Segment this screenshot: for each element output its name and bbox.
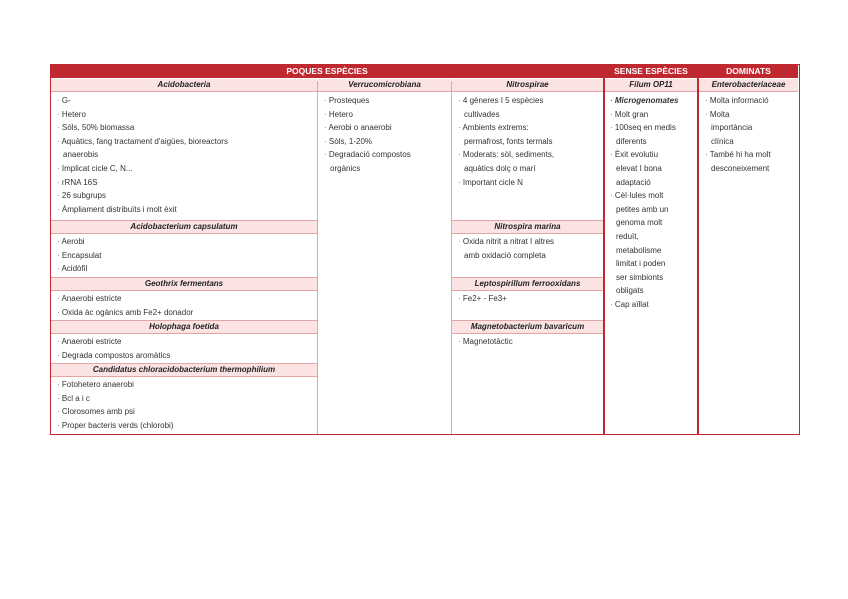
list-item: · També hi ha molt bbox=[705, 148, 771, 162]
list-item: · Oxida nitrit a nitrat I altres bbox=[458, 235, 554, 249]
list-item: orgànics bbox=[330, 163, 361, 173]
list-item: · Oxida àc ogànics amb Fe2+ donador bbox=[57, 306, 193, 320]
species-table bbox=[50, 64, 800, 435]
list-item: · Ambients extrems: bbox=[458, 121, 554, 135]
list-item: · Molt gran bbox=[610, 108, 678, 122]
list-item: aquàtics dolç o marí bbox=[464, 163, 536, 173]
list-item: permafrost, fonts termals bbox=[464, 136, 553, 146]
list-item: · Magnetotàctic bbox=[458, 335, 513, 349]
list-item: · Cèl·lules molt bbox=[610, 189, 678, 203]
op11-list bbox=[610, 94, 678, 312]
list-item: · Degradació compostos bbox=[324, 148, 411, 162]
acidobacteria-list bbox=[57, 94, 228, 216]
list-item: · Acidòfil bbox=[57, 262, 101, 276]
list-item: ser simbionts bbox=[616, 272, 664, 282]
verrucomicrobia-header: Verrucomicrobiana bbox=[318, 79, 451, 92]
list-item: · Prosteques bbox=[324, 94, 411, 108]
list-item: anaerobis bbox=[63, 150, 99, 160]
list-item: elevat I bona bbox=[616, 163, 662, 173]
enterobacteriaceae-header: Enterobacteriaceae bbox=[699, 79, 798, 92]
list-item: cultivades bbox=[464, 109, 500, 119]
column-divider bbox=[451, 81, 452, 434]
list-item: · Clorosomes amb psi bbox=[57, 405, 174, 419]
list-item: · Fe2+ - Fe3+ bbox=[458, 292, 507, 306]
group-divider bbox=[697, 65, 699, 434]
list-item: · Bcl a i c bbox=[57, 392, 174, 406]
magnetobacterium-header: Magnetobacterium bavaricum bbox=[452, 320, 603, 334]
nitrospirae-list bbox=[458, 94, 554, 189]
op11-header: Filum OP11 bbox=[605, 79, 697, 92]
list-item: · rRNA 16S bbox=[57, 176, 228, 190]
list-item: · Moderats: sòl, sediments, bbox=[458, 148, 554, 162]
list-item: · 26 subgrups bbox=[57, 189, 228, 203]
list-item: · Implicat cicle C, N... bbox=[57, 162, 228, 176]
list-item: · Molta bbox=[705, 108, 771, 122]
list-item: · Anaerobi estricte bbox=[57, 335, 170, 349]
group-few-species: POQUES ESPÈCIES bbox=[51, 65, 603, 78]
list-item: · Aerobi bbox=[57, 235, 101, 249]
geothrix-header: Geothrix fermentans bbox=[51, 277, 317, 291]
list-item: · Fotohetero anaerobi bbox=[57, 378, 174, 392]
list-item: · Encapsulat bbox=[57, 249, 101, 263]
nitrospira-marina-list bbox=[458, 235, 554, 262]
list-item: · Proper bacteris verds (chlorobi) bbox=[57, 419, 174, 433]
list-item: reduït, bbox=[616, 231, 639, 241]
group-dominant: DOMINATS bbox=[699, 65, 798, 78]
list-item: · Hetero bbox=[324, 108, 411, 122]
acidobacteria-header: Acidobacteria bbox=[51, 79, 317, 92]
list-item: · Degrada compostos aromàtics bbox=[57, 349, 170, 363]
list-item: adaptació bbox=[616, 177, 651, 187]
list-item: petites amb un bbox=[616, 204, 669, 214]
enterobacteriaceae-list bbox=[705, 94, 771, 176]
list-item: · Aquàtics, fang tractament d'aigües, bioreactors bbox=[57, 135, 228, 149]
group-divider bbox=[603, 65, 605, 434]
group-no-species: SENSE ESPÈCIES bbox=[604, 65, 698, 78]
list-item: obligats bbox=[616, 286, 644, 296]
list-item: · Àmpliament distribuïts i molt èxit bbox=[57, 203, 228, 217]
list-item: metabolisme bbox=[616, 245, 662, 255]
list-item: amb oxidació completa bbox=[464, 250, 546, 260]
list-item: · G- bbox=[57, 94, 228, 108]
list-item: · Cap aïllat bbox=[610, 298, 678, 312]
list-item: · Molta informació bbox=[705, 94, 771, 108]
list-item: importància bbox=[711, 123, 753, 133]
list-item: · Aerobi o anaerobi bbox=[324, 121, 411, 135]
leptospirillum-header: Leptospirillum ferrooxidans bbox=[452, 277, 603, 291]
geothrix-list bbox=[57, 292, 193, 319]
list-item: · Sòls, 50% biomassa bbox=[57, 121, 228, 135]
list-item: limitat i poden bbox=[616, 259, 666, 269]
capsulatum-list bbox=[57, 235, 101, 276]
magnetobacterium-list bbox=[458, 335, 513, 349]
list-item: · Microgenomates bbox=[610, 94, 678, 108]
list-item: · Hetero bbox=[57, 108, 228, 122]
holophaga-header: Holophaga foetida bbox=[51, 320, 317, 334]
verrucomicrobia-list bbox=[324, 94, 411, 176]
list-item: · 4 gèneres I 5 espècies bbox=[458, 94, 554, 108]
capsulatum-header: Acidobacterium capsulatum bbox=[51, 220, 317, 234]
list-item: · Sòls, 1-20% bbox=[324, 135, 411, 149]
list-item: diferents bbox=[616, 136, 647, 146]
list-item: · Anaerobi estricte bbox=[57, 292, 193, 306]
list-item: desconeixement bbox=[711, 163, 770, 173]
list-item: · 100seq en medis bbox=[610, 121, 678, 135]
list-item: clínica bbox=[711, 136, 734, 146]
nitrospira-marina-header: Nitrospira marina bbox=[452, 220, 603, 234]
list-item: genoma molt bbox=[616, 218, 663, 228]
candidatus-list bbox=[57, 378, 174, 432]
list-item: · Important cicle N bbox=[458, 176, 554, 190]
leptospirillum-list bbox=[458, 292, 507, 306]
list-item: · Èxit evolutiu bbox=[610, 148, 678, 162]
holophaga-list bbox=[57, 335, 170, 362]
candidatus-header: Candidatus chloracidobacterium thermophilium bbox=[51, 363, 317, 377]
nitrospirae-header: Nitrospirae bbox=[452, 79, 603, 92]
column-divider bbox=[317, 81, 318, 434]
